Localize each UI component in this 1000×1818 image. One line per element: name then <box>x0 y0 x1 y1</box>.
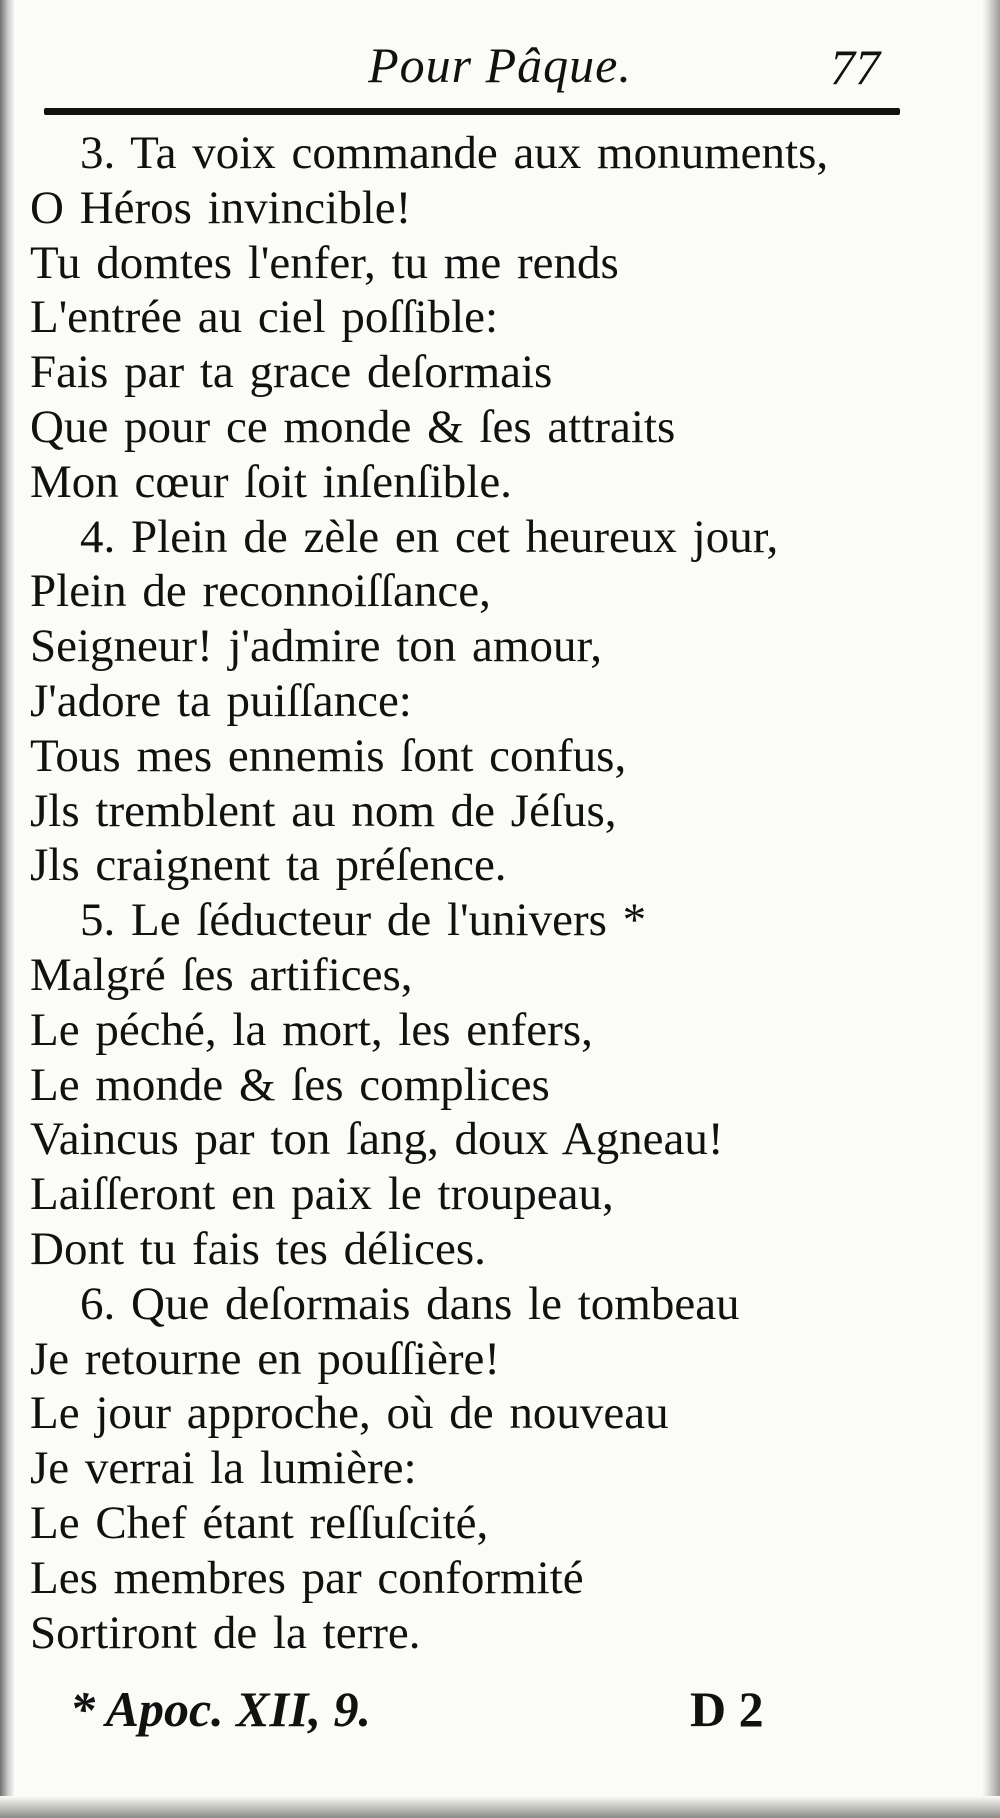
verse-line: Le monde & ſes complices <box>30 1058 550 1111</box>
page-edge-right <box>982 0 1000 1818</box>
verse-line: Vaincus par ton ſang, doux Agneau! <box>30 1113 724 1166</box>
verse-line: O Héros invincible! <box>30 181 412 234</box>
verse-line: Le jour approche, où de nouveau <box>30 1387 669 1440</box>
signature-mark: D 2 <box>690 1681 764 1737</box>
verse-line: Que pour ce monde & ſes attraits <box>30 400 676 453</box>
verse-line: Plein de reconnoiſſance, <box>30 565 491 618</box>
verse-line: Le Chef étant reſſuſcité, <box>30 1496 489 1549</box>
stanza-first-line: 6. Que deſormais dans le tombeau <box>80 1277 740 1330</box>
verse-line: Je verrai la lumière: <box>30 1442 417 1495</box>
footnote-reference: * Apoc. XII, 9. <box>70 1681 371 1737</box>
verse-line: Fais par ta grace deſormais <box>30 346 553 399</box>
verse-line: Tu domtes l'enfer, tu me rends <box>30 236 619 289</box>
verse-line: Tous mes ennemis ſont confus, <box>30 729 627 782</box>
verse-line: Sortiront de la terre. <box>30 1606 421 1659</box>
verse-line: Mon cœur ſoit inſenſible. <box>30 455 512 508</box>
stanza-first-line: 5. Le ſéducteur de l'univers * <box>80 894 647 947</box>
hymn-text <box>30 126 930 1660</box>
stanza-first-line: 4. Plein de zèle en cet heureux jour, <box>80 510 779 563</box>
verse-line: Seigneur! j'admire ton amour, <box>30 620 602 673</box>
verse-line: Jls tremblent au nom de Jéſus, <box>30 784 617 837</box>
verse-line: Je retourne en pouſſière! <box>30 1332 501 1385</box>
verse-line: Dont tu fais tes délices. <box>30 1222 486 1275</box>
verse-line: Le péché, la mort, les enfers, <box>30 1003 593 1056</box>
header-rule <box>44 108 900 115</box>
page-number: 77 <box>830 39 880 95</box>
verse-line: Laiſſeront en paix le troupeau, <box>30 1168 614 1221</box>
page-edge-bottom <box>0 1796 1000 1818</box>
verse-line: Les membres par conformité <box>30 1551 584 1604</box>
verse-line: L'entrée au ciel poſſible: <box>30 291 499 344</box>
verse-line: Jls craignent ta préſence. <box>30 839 507 892</box>
stanza-first-line: 3. Ta voix commande aux monuments, <box>80 127 829 179</box>
page-footer <box>70 1680 870 1750</box>
verse-line: J'adore ta puiſſance: <box>30 674 412 727</box>
running-title: Pour Pâque. <box>368 37 632 93</box>
page-header <box>0 36 1000 100</box>
verse-line: Malgré ſes artifices, <box>30 948 413 1001</box>
binding-gutter <box>0 0 14 1818</box>
